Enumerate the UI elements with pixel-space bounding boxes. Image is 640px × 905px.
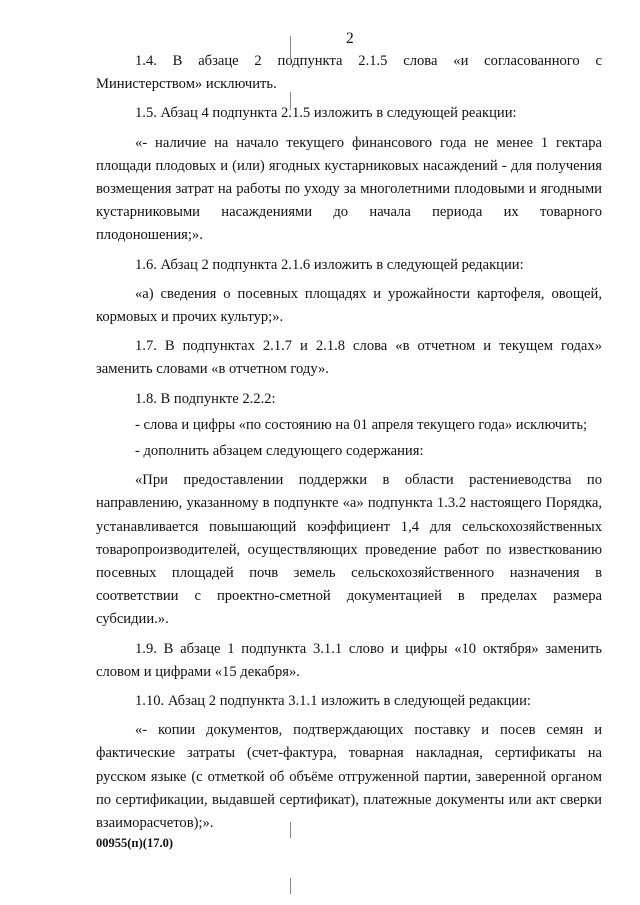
fold-line-mark	[290, 878, 291, 894]
paragraph-1-8-item-2: - дополнить абзацем следующего содержания:	[135, 443, 424, 460]
paragraph-1-6-text: «а) сведения о посевных площадях и урожайности картофеля, овощей, кормовых и прочих культур;».	[96, 285, 602, 326]
fold-line-mark	[290, 36, 291, 60]
paragraph-1-5-text: «- наличие на начало текущего финансового года не менее 1 гектара площади плодовых и (или) ягодных кустарниковых насаждений - для получения возмещения затрат на работы по уходу за многолетними плодовыми и ягодными кустарниковыми насаждениями до начала периода их товарного плодоношения;».	[96, 134, 602, 244]
paragraph-1-4: 1.4. В абзаце 2 подпункта 2.1.5 слова «и согласованного с Министерством» исключить.	[96, 53, 602, 93]
paragraph-1-6: 1.6. Абзац 2 подпункта 2.1.6 изложить в следующей редакции:	[135, 256, 524, 273]
document-body	[96, 50, 602, 835]
paragraph-1-9: 1.9. В абзаце 1 подпункта 3.1.1 слово и цифры «10 октября» заменить словом и цифрами «15 декабря».	[96, 640, 602, 680]
paragraph-1-8-item-1: - слова и цифры «по состоянию на 01 апреля текущего года» исключить;	[135, 416, 588, 433]
document-code: 00955(п)(17.0)	[96, 836, 173, 850]
page-number: 2	[346, 30, 354, 47]
paragraph-1-8-text: «При предоставлении поддержки в области растениеводства по направлению, указанному в подпункте «а» подпункта 1.3.2 настоящего Порядка, устанавливается повышающий коэффициент 1,4 для сельскохозяйственных товаропроизводителей, осуществляющих проведение работ по известкованию посевных площадей почв земель сельскохозяйственного назначения в соответствии с проектно-сметной документацией в пределах размера субсидии.».	[96, 472, 602, 628]
paragraph-1-5: 1.5. Абзац 4 подпункта 2.1.5 изложить в следующей реакции:	[135, 105, 517, 122]
paragraph-1-10: 1.10. Абзац 2 подпункта 3.1.1 изложить в следующей редакции:	[135, 693, 531, 710]
paragraph-1-10-text: «- копии документов, подтверждающих поставку и посев семян и фактические затраты (счет-фактура, товарная накладная, сертификаты на русском языке (с отметкой об объёме отгруженной партии, заверенной органом по сертификации, выдавшей сертификат), платежные документы или акт сверки взаиморасчетов);».	[96, 722, 602, 832]
paragraph-1-8: 1.8. В подпункте 2.2.2:	[135, 390, 276, 407]
fold-line-mark	[290, 822, 291, 838]
paragraph-1-7: 1.7. В подпунктах 2.1.7 и 2.1.8 слова «в отчетном и текущем годах» заменить словами «в отчетном году».	[96, 338, 602, 378]
fold-line-mark	[290, 92, 291, 110]
